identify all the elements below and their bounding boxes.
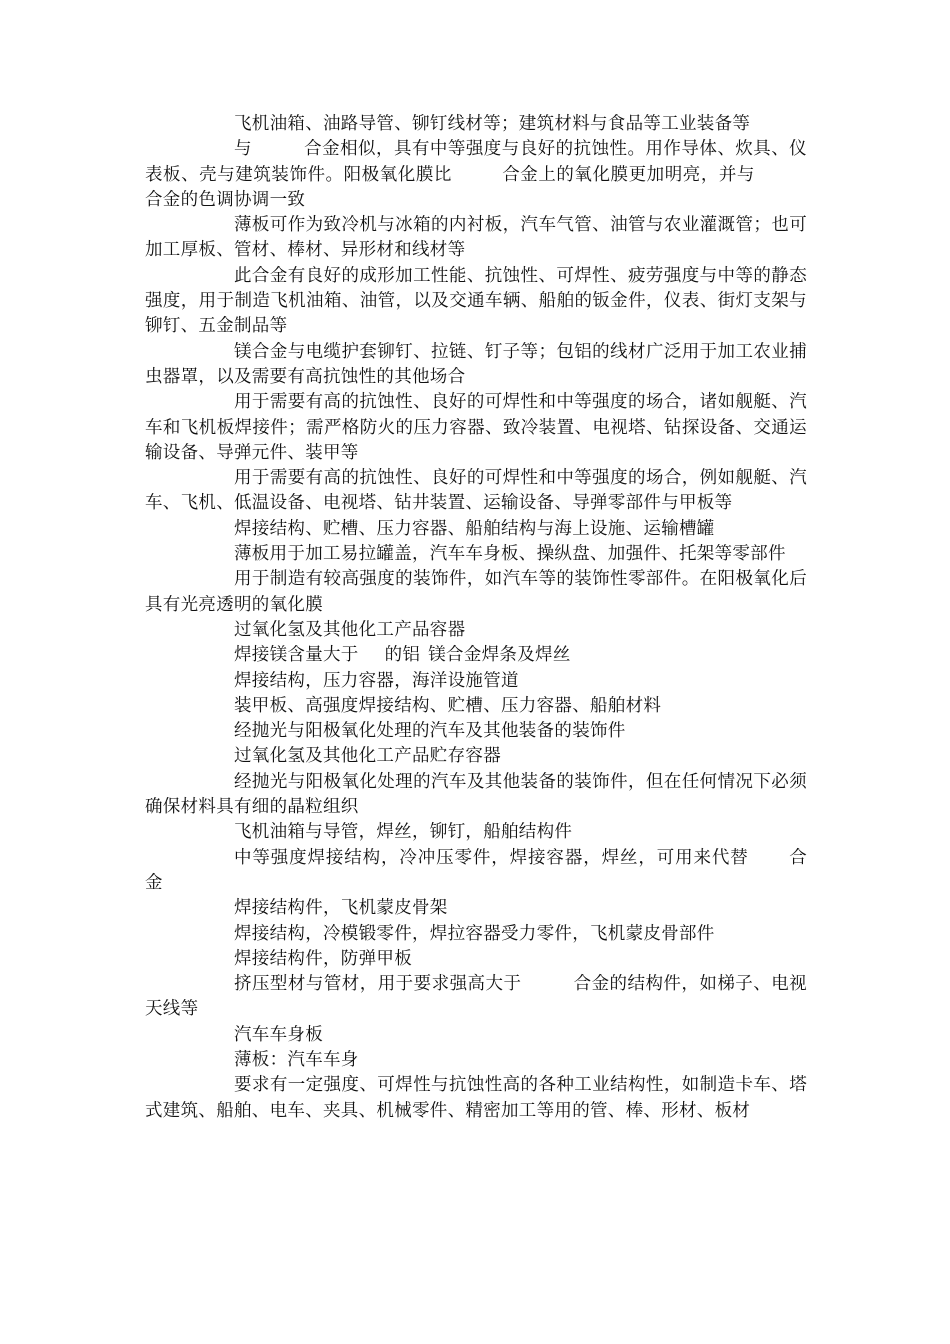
paragraph-18 — [145, 820, 807, 845]
paragraph-17 — [145, 770, 807, 821]
text-fragment: 飞机油箱、油路导管、铆钉线材等；建筑材料与食品等工业装备等 — [234, 114, 751, 134]
text-fragment: 合金的结构件，如梯子、电视天线等 — [145, 974, 807, 1020]
paragraph-4 — [145, 264, 807, 340]
text-fragment: 焊接结构件，防弹甲板 — [234, 948, 412, 969]
paragraph-5 — [145, 340, 807, 391]
text-fragment: 镁合金与电缆护套铆钉、拉链、钉子等；包铝的线材广泛用于加工农业捕虫器罩，以及需要有高抗蚀性的其他场合 — [145, 341, 807, 387]
document-page — [145, 112, 807, 1124]
paragraph-14 — [145, 694, 807, 719]
text-fragment: 镁合金焊条及焊丝 — [428, 645, 571, 666]
text-fragment: 装甲板、高强度焊接结构、贮槽、压力容器、船舶材料 — [234, 695, 662, 716]
paragraph-26 — [145, 1073, 807, 1124]
text-fragment: 挤压型材与管材，用于要求强高大于 — [234, 974, 522, 995]
paragraph-12 — [145, 643, 807, 668]
paragraph-6 — [145, 390, 807, 466]
paragraph-9 — [145, 542, 807, 567]
text-fragment: 焊接结构、贮槽、压力容器、船舶结构与海上设施、运输槽罐 — [234, 518, 715, 539]
paragraph-13 — [145, 669, 807, 694]
paragraph-1 — [145, 112, 807, 137]
paragraph-8 — [145, 517, 807, 542]
paragraph-21 — [145, 922, 807, 947]
text-fragment: 焊接结构，压力容器，海洋设施管道 — [234, 670, 519, 691]
text-fragment: 焊接镁含量大于 — [234, 645, 359, 666]
text-fragment: 此合金有良好的成形加工性能、抗蚀性、可焊性、疲劳强度与中等的静态强度，用于制造飞机油箱、油管，以及交通车辆、船舶的钣金件，仪表、街灯支架与铆钉、五金制品等 — [145, 265, 807, 337]
text-fragment: 过氧化氢及其他化工产品容器 — [234, 619, 466, 640]
text-fragment: 过氧化氢及其他化工产品贮存容器 — [234, 746, 501, 767]
text-fragment: 焊接结构，冷模锻零件，焊拉容器受力零件，飞机蒙皮骨部件 — [234, 923, 715, 944]
text-fragment: 合金上的氧化膜更加明亮，并与 — [501, 164, 755, 185]
text-fragment: 中等强度焊接结构，冷冲压零件，焊接容器，焊丝，可用来代替 — [234, 847, 749, 868]
text-fragment: 薄板：汽车车身 — [234, 1049, 359, 1070]
text-fragment: 用于需要有高的抗蚀性、良好的可焊性和中等强度的场合，诸如舰艇、汽车和飞机板焊接件；需严格防火的压力容器、致冷装置、电视塔、钻探设备、交通运输设备、导弹元件、装甲等 — [145, 392, 807, 463]
text-fragment: 与 — [234, 139, 252, 160]
text-fragment: 飞机油箱与导管，焊丝，铆钉，船舶结构件 — [234, 822, 573, 843]
paragraph-15 — [145, 719, 807, 744]
paragraph-22 — [145, 947, 807, 972]
paragraph-20 — [145, 896, 807, 921]
paragraph-19 — [145, 846, 807, 897]
text-fragment: 要求有一定强度、可焊性与抗蚀性高的各种工业结构性，如制造卡车、塔式建筑、船舶、电车、夹具、机械零件、精密加工等用的管、棒、形材、板材 — [145, 1075, 807, 1121]
text-fragment: 合金的色调协调一致 — [145, 189, 306, 210]
text-fragment: 薄板用于加工易拉罐盖，汽车车身板、操纵盘、加强件、托架等零部件 — [234, 544, 786, 565]
text-fragment: 用于制造有较高强度的装饰件，如汽车等的装饰性零部件。在阳极氧化后具有光亮透明的氧化膜 — [145, 569, 807, 615]
text-fragment: 用于需要有高的抗蚀性、良好的可焊性和中等强度的场合，例如舰艇、汽车、飞机、低温设备、电视塔、钻井装置、运输设备、导弹零部件与甲板等 — [145, 468, 807, 514]
paragraph-3 — [145, 213, 807, 264]
text-fragment: 合金 — [145, 847, 807, 893]
text-fragment: 经抛光与阳极氧化处理的汽车及其他装备的装饰件 — [234, 721, 626, 742]
paragraph-23 — [145, 972, 807, 1023]
text-fragment: 经抛光与阳极氧化处理的汽车及其他装备的装饰件，但在任何情况下必须确保材料具有细的晶粒组织 — [145, 771, 807, 818]
paragraph-11 — [145, 618, 807, 643]
paragraph-24 — [145, 1023, 807, 1048]
text-fragment: 焊接结构件，飞机蒙皮骨架 — [234, 898, 448, 919]
paragraph-7 — [145, 466, 807, 517]
text-fragment: 汽车车身板 — [234, 1024, 323, 1045]
text-fragment: 的铝 — [384, 645, 421, 666]
paragraph-25 — [145, 1048, 807, 1073]
paragraph-10 — [145, 567, 807, 618]
text-fragment: 合金相似，具有中等强度与良好的抗蚀性。用作导体、炊具、仪表板、壳与建筑装饰件。阳极氧化膜比 — [145, 139, 807, 185]
paragraph-2 — [145, 137, 807, 213]
text-fragment: 薄板可作为致冷机与冰箱的内衬板，汽车气管、油管与农业灌溉管；也可加工厚板、管材、棒材、异形材和线材等 — [145, 215, 807, 261]
paragraph-16 — [145, 744, 807, 769]
